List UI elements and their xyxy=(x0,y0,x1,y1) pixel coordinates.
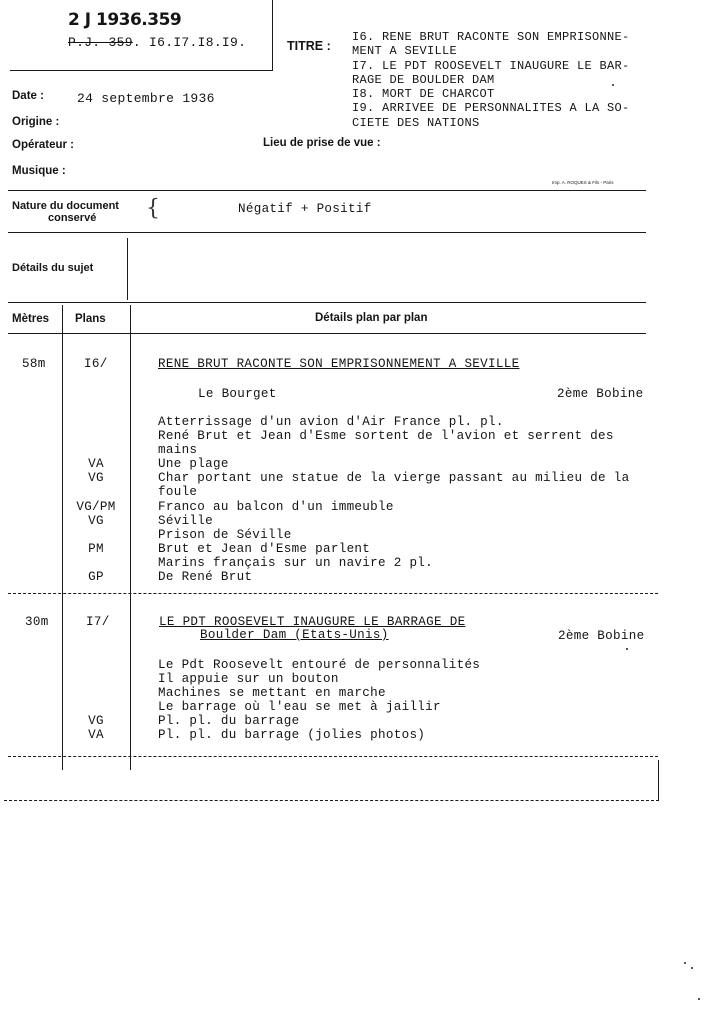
shot-row xyxy=(62,714,662,728)
shot-text: mains xyxy=(158,443,198,458)
shot-row xyxy=(62,528,662,542)
page-bottom-dashed-rule xyxy=(4,800,659,801)
nature-label-line2: conservé xyxy=(48,212,97,224)
shot-plan xyxy=(62,415,130,429)
shot-text: Marins français sur un navire 2 pl. xyxy=(158,555,434,570)
shot-row xyxy=(62,471,662,485)
title-line: I8. MORT DE CHARCOT xyxy=(352,87,495,102)
title-line: RAGE DE BOULDER DAM xyxy=(352,72,495,87)
shot-text: Franco au balcon d'un immeuble xyxy=(158,499,394,514)
shot-row xyxy=(62,514,662,528)
shot-text: De René Brut xyxy=(158,570,253,585)
title-line: I6. RENE BRUT RACONTE SON EMPRISONNE- xyxy=(352,30,630,44)
shot-row xyxy=(62,728,662,742)
printer-mark: Imp. A. ROQUES & Fils - Paris xyxy=(552,180,614,185)
shot-row xyxy=(62,700,662,714)
shot-row xyxy=(62,500,662,514)
header-box-right-border xyxy=(272,0,273,70)
date-label: Date : xyxy=(12,90,44,102)
shot-text: Le barrage où l'eau se met à jaillir xyxy=(158,700,441,715)
shot-plan: VG/PM xyxy=(76,499,116,514)
date-value: 24 septembre 1936 xyxy=(77,91,215,106)
reference-line xyxy=(68,35,246,50)
brace-icon: { xyxy=(146,196,160,221)
shot-plan xyxy=(62,485,130,499)
details-sujet-label: Détails du sujet xyxy=(12,262,94,274)
shot-plan xyxy=(62,658,130,672)
shot-plan xyxy=(62,443,130,457)
nature-value: Négatif + Positif xyxy=(238,202,372,216)
shot-row xyxy=(62,658,662,672)
shot-plan: PM xyxy=(88,541,104,556)
sequence-numbers: . I6.I7.I8.I9. xyxy=(132,35,247,50)
details-sujet-bracket xyxy=(127,238,128,300)
shot-text: Une plage xyxy=(158,457,229,472)
shot-text: Pl. pl. du barrage xyxy=(158,714,300,729)
shot-plan: VG xyxy=(88,714,104,729)
shot-text: Il appuie sur un bouton xyxy=(158,672,339,687)
title-line: I7. LE PDT ROOSEVELT INAUGURE LE BAR- xyxy=(352,58,630,73)
shot-row xyxy=(62,443,662,457)
shot-row xyxy=(62,672,662,686)
shot-text: Prison de Séville xyxy=(158,527,292,542)
titles-block xyxy=(352,30,630,130)
shot-text: Machines se mettant en marche xyxy=(158,686,386,701)
origine-label: Origine : xyxy=(12,116,60,128)
shot-text: Pl. pl. du barrage (jolies photos) xyxy=(158,728,426,743)
section-bobine: 2ème Bobine xyxy=(557,387,644,401)
title-line: I9. ARRIVEE DE PERSONNALITES A LA SO- xyxy=(352,101,630,116)
shot-list xyxy=(62,658,662,743)
section-title-line2: Boulder Dam (Etats-Unis) xyxy=(200,628,389,642)
col-header-plans: Plans xyxy=(75,313,106,325)
nature-label-line1: Nature du document xyxy=(12,200,119,212)
section-location: Le Bourget xyxy=(198,387,277,401)
musique-label: Musique : xyxy=(12,165,66,177)
col-header-details: Détails plan par plan xyxy=(315,312,428,324)
section-number: I7/ xyxy=(86,615,110,629)
shot-plan xyxy=(62,686,130,700)
title-line: MENT A SEVILLE xyxy=(352,44,458,59)
section-bobine: 2ème Bobine xyxy=(558,629,645,643)
operateur-label: Opérateur : xyxy=(12,139,74,151)
shot-list xyxy=(62,415,662,584)
shot-plan xyxy=(62,556,130,570)
section-separator xyxy=(8,756,658,757)
shot-text: Séville xyxy=(158,513,214,528)
section-title: LE PDT ROOSEVELT INAUGURE LE BARRAGE DE xyxy=(159,615,466,629)
separator-line xyxy=(8,190,646,191)
shot-plan: VA xyxy=(88,728,104,743)
header-box-bottom-border xyxy=(10,70,273,71)
titre-label: TITRE : xyxy=(287,39,331,53)
shot-row xyxy=(62,429,662,443)
scan-speck xyxy=(612,84,614,86)
shot-row xyxy=(62,686,662,700)
shot-row xyxy=(62,556,662,570)
shot-row xyxy=(62,570,662,584)
shot-plan xyxy=(62,700,130,714)
old-reference-struck: P.J. 359 xyxy=(68,35,133,50)
section-separator xyxy=(8,593,658,594)
col-header-metres: Mètres xyxy=(12,313,50,325)
shot-text: René Brut et Jean d'Esme sortent de l'avion et serrent des xyxy=(158,429,614,444)
shot-text: Atterrissage d'un avion d'Air France pl. pl. xyxy=(158,415,504,429)
archive-number-handwritten: 2 J 1936.359 xyxy=(68,10,182,30)
shot-text: Brut et Jean d'Esme parlent xyxy=(158,541,371,556)
scan-speck xyxy=(691,967,693,969)
scan-speck xyxy=(684,962,686,964)
shot-row xyxy=(62,415,662,429)
shot-plan xyxy=(62,429,130,443)
section-metres: 30m xyxy=(25,615,49,629)
shot-text: foule xyxy=(158,485,198,500)
shot-plan xyxy=(62,672,130,686)
shot-plan: GP xyxy=(88,570,104,585)
scan-speck xyxy=(626,648,628,650)
section-metres: 58m xyxy=(22,357,46,371)
shot-text: Char portant une statue de la vierge passant au milieu de la xyxy=(158,471,630,486)
shot-row xyxy=(62,485,662,499)
lieu-prise-de-vue-label: Lieu de prise de vue : xyxy=(263,137,381,149)
shot-row xyxy=(62,542,662,556)
shot-row xyxy=(62,457,662,471)
page-bottom-right-edge xyxy=(658,760,659,800)
shot-plan: VG xyxy=(88,471,104,486)
title-line: CIETE DES NATIONS xyxy=(352,115,480,130)
shot-text: Le Pdt Roosevelt entouré de personnalités xyxy=(158,658,481,672)
scan-speck xyxy=(698,998,700,1000)
table-header-bottom-line xyxy=(8,333,646,334)
shot-plan: VG xyxy=(88,513,104,528)
shot-plan: VA xyxy=(88,457,104,472)
section-number: I6/ xyxy=(84,357,108,371)
shot-plan xyxy=(62,528,130,542)
separator-line xyxy=(8,302,646,303)
section-title: RENE BRUT RACONTE SON EMPRISONNEMENT A SEVILLE xyxy=(158,357,520,371)
separator-line xyxy=(8,232,646,233)
